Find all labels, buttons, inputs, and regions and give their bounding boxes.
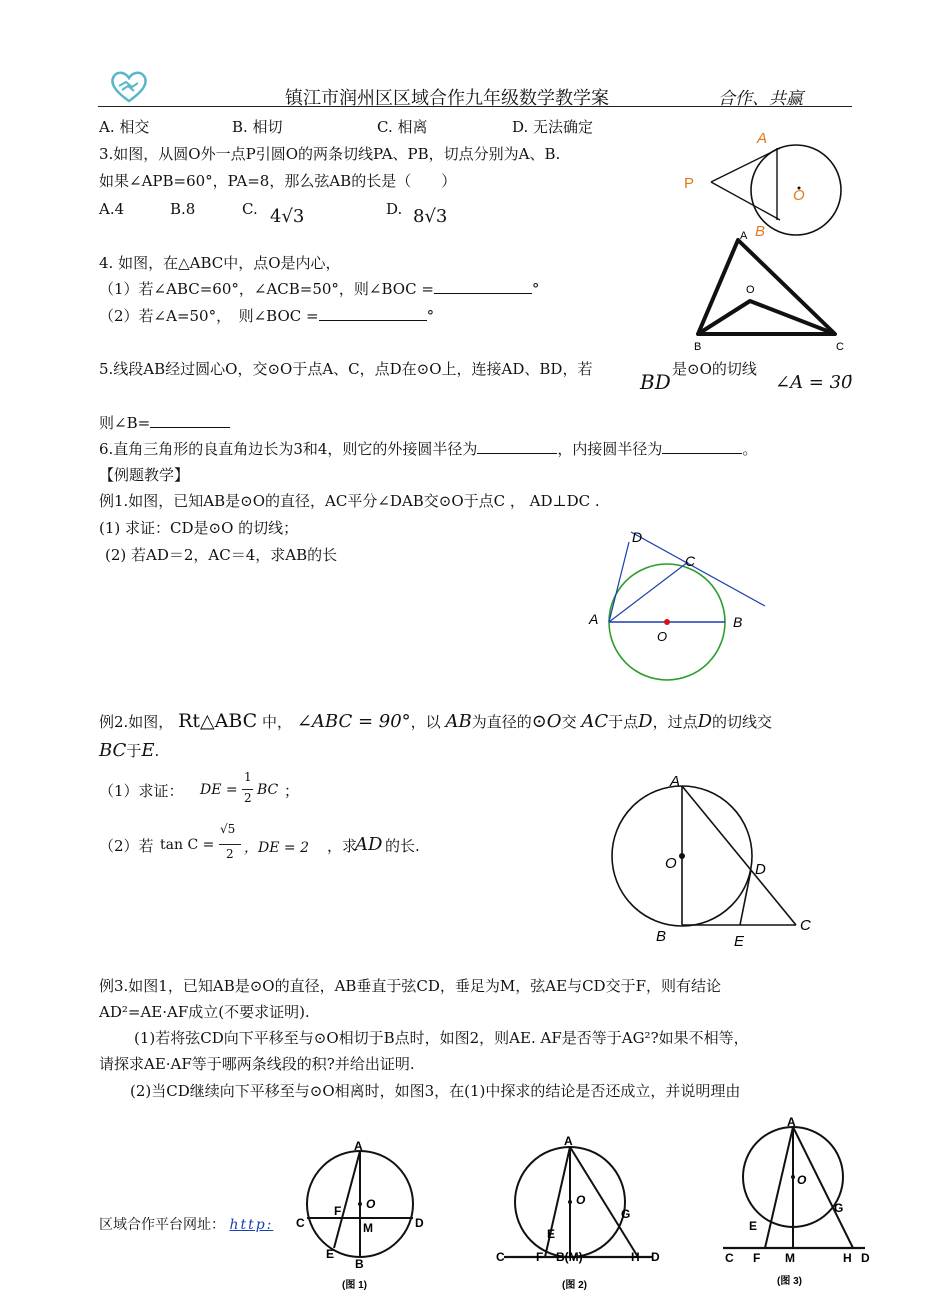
ex1-figure bbox=[585, 526, 775, 710]
footer bbox=[99, 1214, 273, 1234]
q2-choice-a: A. 相交 bbox=[99, 118, 150, 136]
fig3-label-a: A bbox=[787, 1115, 796, 1129]
header-title: 镇江市润州区区域合作九年级数学教学案 bbox=[285, 88, 609, 109]
q3-line2: 如果∠APB=60°，PA=8，那么弦AB的长是（ ） bbox=[99, 172, 457, 190]
ex2-part1-bc: BC bbox=[257, 782, 279, 798]
ex2-part2-num: √5 bbox=[220, 822, 236, 836]
logo-icon bbox=[108, 70, 150, 104]
ex3-figure-3 bbox=[715, 1114, 885, 1294]
fig3-label-e: E bbox=[749, 1219, 758, 1233]
footer-link[interactable]: http: bbox=[229, 1217, 274, 1233]
section-heading: 【例题教学】 bbox=[99, 466, 190, 484]
fig1-label-b: B bbox=[355, 1257, 364, 1271]
ex1-label-b: B bbox=[733, 614, 743, 630]
fig3-label-f: F bbox=[753, 1251, 761, 1265]
q2-choice-b: B. 相切 bbox=[232, 118, 283, 136]
q3-label-a: A bbox=[757, 130, 768, 147]
ex2-part2-tan: tan C = bbox=[160, 837, 215, 853]
q5-line2: 则∠B= bbox=[99, 412, 230, 433]
header-rule bbox=[98, 106, 852, 107]
fig3-caption: (图 3) bbox=[777, 1276, 802, 1287]
q4-blank-1[interactable] bbox=[434, 279, 532, 294]
fig3-label-d: D bbox=[861, 1251, 870, 1265]
fig2-caption: (图 2) bbox=[562, 1280, 587, 1291]
q4-part1: （1）若∠ABC=60°，∠ACB=50°，则∠BOC = ° bbox=[99, 280, 540, 298]
fig2-label-h: H bbox=[631, 1250, 640, 1264]
footer-label: 区域合作平台网址： bbox=[99, 1217, 225, 1233]
q6-blank-2[interactable] bbox=[662, 439, 742, 454]
ex2-part2-label: （2）若 bbox=[99, 837, 154, 855]
ex2-part2-frac-bar bbox=[219, 844, 241, 845]
ex3-part2: (2)当CD继续向下平移至与⊙O相离时，如图3，在(1)中探求的结论是否还成立，并说明理由 bbox=[130, 1082, 741, 1100]
ex2-label-a: A bbox=[670, 773, 681, 790]
q3-label-p: P bbox=[684, 175, 695, 192]
q4-line1: 4. 如图，在△ABC中，点O是内心， bbox=[99, 254, 341, 272]
q3-choice-c-value: 4√3 bbox=[270, 206, 305, 227]
q4-label-o: O bbox=[746, 284, 755, 296]
fig1-label-e: E bbox=[326, 1247, 335, 1261]
ex1-label-c: C bbox=[685, 553, 696, 569]
q3-choice-d-value: 8√3 bbox=[413, 206, 448, 227]
header-motto: 合作、共赢 bbox=[718, 89, 803, 109]
q5-angle: ∠A = 30 bbox=[775, 372, 853, 393]
ex3-line2: AD²=AE·AF成立(不要求证明). bbox=[99, 1003, 310, 1021]
fig1-label-m: M bbox=[363, 1221, 373, 1235]
ex2-part2-den: 2 bbox=[226, 847, 234, 861]
ex2-label-o: O bbox=[665, 855, 677, 872]
ex2-part1-frac-bar bbox=[242, 789, 253, 790]
ex3-figure-2 bbox=[490, 1130, 670, 1295]
q4-part2: （2）若∠A=50°， 则∠BOC = ° bbox=[99, 307, 435, 325]
fig2-label-o: O bbox=[576, 1193, 586, 1207]
q5-mid: 是⊙O的切线 bbox=[672, 360, 757, 378]
fig3-label-g: G bbox=[834, 1201, 844, 1215]
ex1-part1: (1) 求证：CD是⊙O 的切线； bbox=[99, 519, 299, 537]
q6-blank-1[interactable] bbox=[477, 439, 557, 454]
fig2-label-d: D bbox=[651, 1250, 660, 1264]
q4-label-b: B bbox=[694, 341, 702, 353]
q3-label-b: B bbox=[755, 223, 766, 240]
ex2-intro-line2: BC于E. bbox=[99, 740, 160, 761]
ex3-figure-1 bbox=[290, 1138, 440, 1298]
q4-blank-2[interactable] bbox=[319, 306, 427, 321]
ex2-part2-end: 的长. bbox=[385, 837, 420, 855]
fig2-label-a: A bbox=[564, 1134, 573, 1148]
q2-choice-c: C. 相离 bbox=[377, 118, 428, 136]
q3-label-o: O bbox=[793, 187, 805, 204]
q4-figure bbox=[688, 226, 854, 356]
fig1-label-c: C bbox=[296, 1216, 305, 1230]
ex2-part2-ad: AD bbox=[355, 834, 383, 855]
ex2-part1-den: 2 bbox=[244, 791, 252, 805]
q3-choice-d: D. bbox=[386, 200, 403, 218]
fig3-label-m: M bbox=[785, 1251, 795, 1265]
fig2-label-e: E bbox=[547, 1227, 556, 1241]
q6-line: 6.直角三角形的良直角边长为3和4，则它的外接圆半径为 ，内接圆半径为 。 bbox=[99, 440, 758, 458]
fig3-label-c: C bbox=[725, 1251, 734, 1265]
ex3-part1b: 请探求AE·AF等于哪两条线段的积?并给出证明. bbox=[99, 1055, 415, 1073]
ex2-part1-num: 1 bbox=[244, 770, 252, 784]
fig2-label-g: G bbox=[621, 1207, 631, 1221]
q5-blank[interactable] bbox=[150, 413, 230, 428]
fig1-label-f: F bbox=[334, 1204, 342, 1218]
ex2-part2-de: ，DE = 2 bbox=[244, 840, 309, 856]
q5-bd: BD bbox=[640, 370, 671, 394]
q3-line1: 3.如图，从圆O外一点P引圆O的两条切线PA、PB，切点分别为A、B. bbox=[99, 145, 561, 163]
ex2-intro: 例2.如图， Rt△ABC 中， ∠ABC = 90°，以 AB为直径的⊙O交 AC于点D，过点D的切线交 bbox=[99, 710, 773, 732]
ex2-label-e: E bbox=[734, 933, 745, 950]
ex1-label-d: D bbox=[632, 529, 643, 545]
ex3-part1a: (1)若将弦CD向下平移至与⊙O相切于B点时，如图2，则AE. AF是否等于AG²?如果不相等， bbox=[134, 1029, 749, 1047]
fig3-label-o: O bbox=[797, 1173, 807, 1187]
fig3-label-h: H bbox=[843, 1251, 852, 1265]
q4-label-c: C bbox=[836, 341, 844, 353]
ex3-line1: 例3.如图1，已知AB是⊙O的直径，AB垂直于弦CD，垂足为M，弦AE与CD交于F，则有结论 bbox=[99, 977, 721, 995]
ex2-figure bbox=[610, 770, 820, 950]
ex2-part1-label: （1）求证： bbox=[99, 782, 184, 800]
q3-choice-a: A.4 bbox=[99, 200, 125, 218]
q2-choice-d: D. 无法确定 bbox=[512, 118, 594, 136]
ex2-label-c: C bbox=[800, 917, 811, 934]
fig2-label-bm: B(M) bbox=[556, 1250, 583, 1264]
q4-label-a: A bbox=[740, 230, 748, 242]
fig2-label-f: F bbox=[536, 1250, 544, 1264]
fig2-label-c: C bbox=[496, 1250, 505, 1264]
q3-choice-c: C. bbox=[242, 200, 258, 218]
fig1-caption: (图 1) bbox=[342, 1280, 367, 1291]
q5-text: 5.线段AB经过圆心O，交⊙O于点A、C，点D在⊙O上，连接AD、BD，若 bbox=[99, 360, 593, 378]
q3-choice-b: B.8 bbox=[170, 200, 196, 218]
ex2-part2-ask: ，求 bbox=[327, 837, 358, 855]
ex1-label-a: A bbox=[589, 611, 599, 627]
ex1-part2: (2) 若AD＝2，AC＝4，求AB的长 bbox=[105, 546, 338, 564]
fig1-label-d: D bbox=[415, 1216, 424, 1230]
fig1-label-o: O bbox=[366, 1197, 376, 1211]
ex1-label-o: O bbox=[657, 629, 668, 644]
ex2-part1-end: ； bbox=[284, 782, 300, 800]
ex2-label-d: D bbox=[755, 861, 766, 878]
q5-comma: ， bbox=[848, 362, 864, 380]
ex2-label-b: B bbox=[656, 928, 667, 945]
fig1-label-a: A bbox=[354, 1139, 363, 1153]
ex1-line1: 例1.如图，已知AB是⊙O的直径，AC平分∠DAB交⊙O于点C ， AD⊥DC . bbox=[99, 492, 600, 510]
ex2-part1-de: DE = bbox=[200, 782, 238, 798]
